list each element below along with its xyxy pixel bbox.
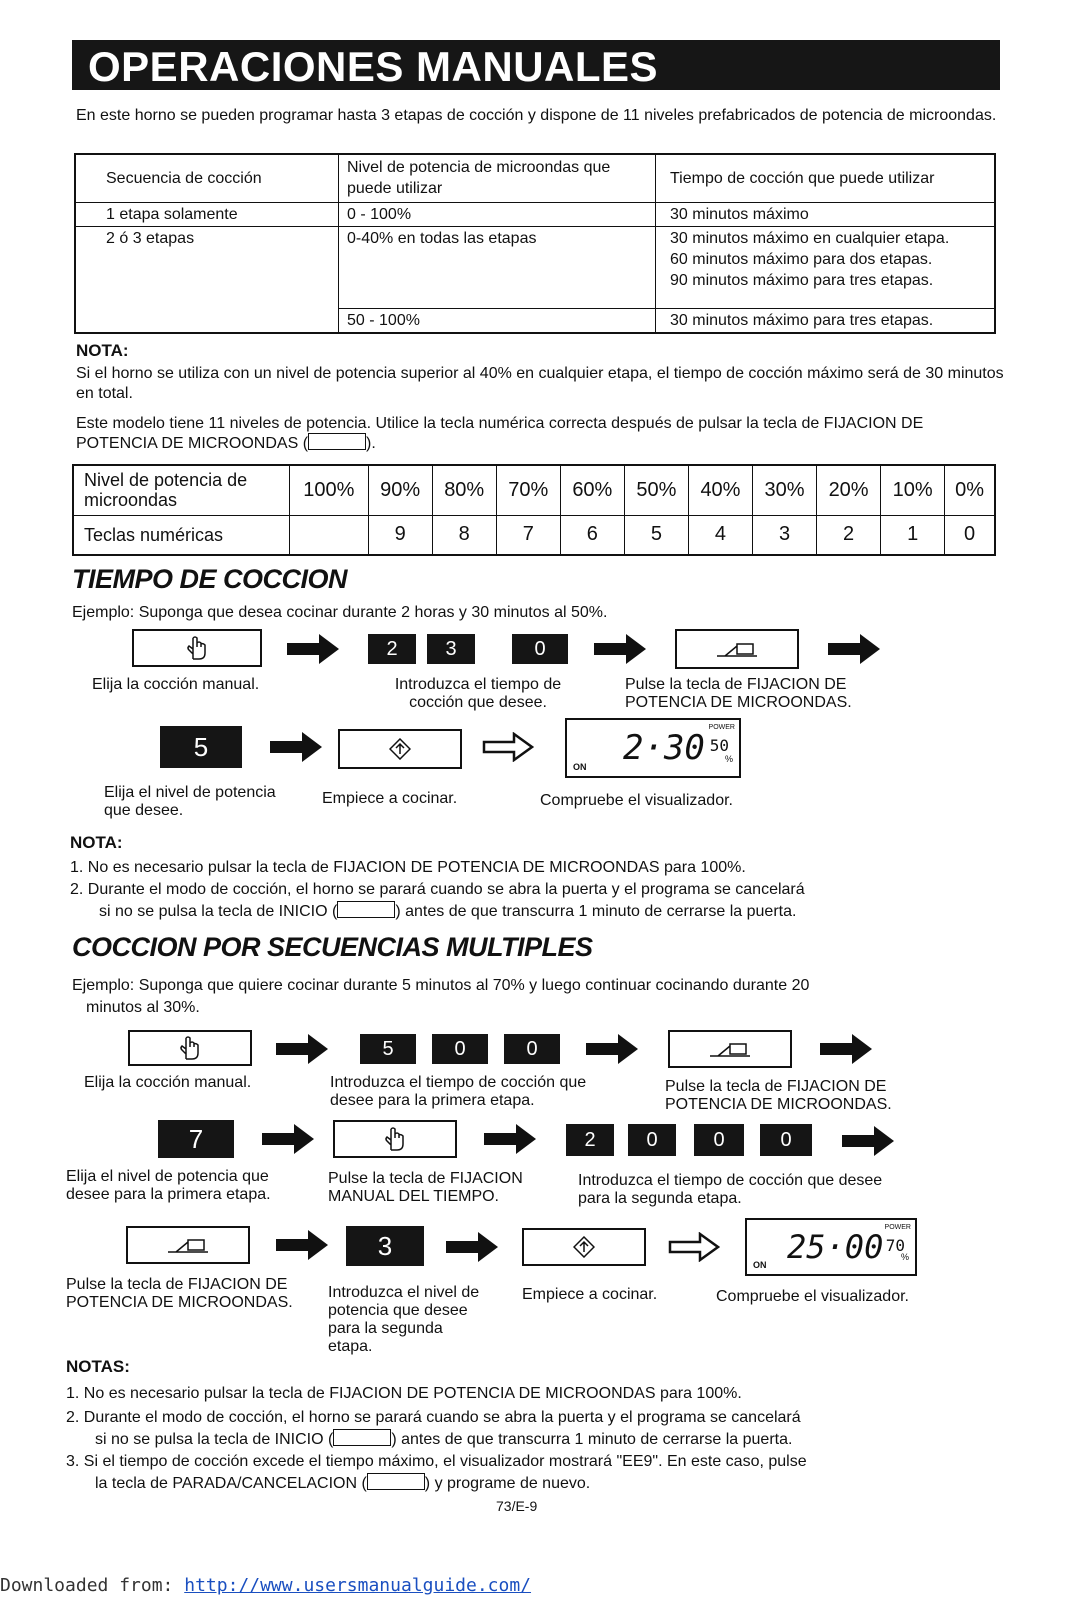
numeric-key-cell: 0 (945, 515, 995, 555)
display-percent: % (900, 1252, 909, 1262)
caption: Pulse la tecla de FIJACION DE POTENCIA DE MICROONDAS. (66, 1276, 293, 1311)
nota-text: la tecla de PARADA/CANCELACION ( (95, 1475, 367, 1492)
nota-text: ) antes de que transcurra 1 minuto de cerrarse la puerta. (391, 1431, 793, 1448)
digit-key[interactable]: 0 (512, 634, 568, 664)
power-level-label: Nivel de potencia de microondas (73, 465, 290, 515)
keys-label: Teclas numéricas (73, 515, 290, 555)
cooking-sequence-table (74, 153, 996, 334)
digit-key[interactable]: 2 (368, 634, 416, 664)
start-key[interactable] (338, 729, 462, 769)
table-header: Nivel de potencia de microondas que puede utilizar (339, 154, 656, 202)
section-title: TIEMPO DE COCCION (72, 564, 348, 594)
digit-key[interactable]: 2 (566, 1124, 614, 1156)
display-panel (565, 718, 741, 778)
nota-text: ) y programe de nuevo. (424, 1475, 591, 1492)
digit-key[interactable]: 0 (694, 1124, 744, 1156)
display-percent: % (724, 754, 733, 764)
example-text: minutos al 30%. (86, 999, 200, 1016)
power-level-cell: 0% (945, 465, 995, 515)
caption: Compruebe el visualizador. (716, 1288, 909, 1305)
hand-icon (383, 1126, 407, 1152)
table-cell: 30 minutos máximo en cualquier etapa. 60 minutos máximo para dos etapas. 90 minutos máximo para tres etapas. (656, 226, 996, 308)
numeric-key-cell: 4 (688, 515, 752, 555)
page-title: OPERACIONES MANUALES (88, 43, 659, 90)
display-time: 2·30 (623, 728, 705, 768)
table-cell: 2 ó 3 etapas (75, 226, 339, 333)
caption: Introduzca el tiempo de cocción que desee para la segunda etapa. (578, 1172, 883, 1207)
nota-text: ). (366, 435, 376, 452)
caption: Elija la cocción manual. (92, 676, 260, 693)
start-icon (573, 1236, 595, 1258)
caption: Empiece a cocinar. (322, 790, 458, 807)
power-level-cell: 20% (817, 465, 881, 515)
digit-key[interactable]: 0 (628, 1124, 676, 1156)
manual-cooking-key[interactable] (132, 629, 262, 667)
display-panel (745, 1218, 917, 1276)
nota-text: ) antes de que transcurra 1 minuto de cerrarse la puerta. (395, 903, 797, 920)
nota-heading: NOTA: (70, 833, 123, 852)
caption: Empiece a cocinar. (522, 1286, 658, 1303)
power-level-key[interactable] (668, 1030, 792, 1068)
power-key-icon (715, 640, 759, 658)
table-header: Tiempo de cocción que puede utilizar (656, 154, 996, 202)
arrow-right-icon (484, 1124, 536, 1154)
power-level-cell: 60% (560, 465, 624, 515)
caption: Compruebe el visualizador. (540, 792, 733, 809)
start-key-icon (333, 1429, 391, 1446)
arrow-right-icon (594, 634, 646, 664)
numeric-key-cell: 1 (881, 515, 945, 555)
caption: Pulse la tecla de FIJACION DE POTENCIA DE MICROONDAS. (625, 676, 852, 711)
power-level-cell: 80% (432, 465, 496, 515)
manual-cooking-key[interactable] (128, 1030, 252, 1066)
outline-arrow-icon (482, 732, 534, 762)
nota-item (95, 1430, 792, 1450)
nota-paragraph: Si el horno se utiliza con un nivel de potencia superior al 40% en cualquier etapa, el tiempo de cocción máximo será de 30 minutos en total. (76, 365, 1004, 402)
hand-icon (178, 1035, 202, 1061)
caption: Introduzca el tiempo de cocción que desee. (394, 676, 562, 711)
arrow-right-icon (820, 1034, 872, 1064)
power-level-cell: 70% (496, 465, 560, 515)
table-cell: 30 minutos máximo (656, 202, 996, 226)
nota-heading: NOTAS: (66, 1357, 130, 1376)
arrow-right-icon (446, 1232, 498, 1262)
power-level-cell: 10% (881, 465, 945, 515)
power-level-cell: 90% (368, 465, 432, 515)
arrow-right-icon (262, 1124, 314, 1154)
display-level: 70 (885, 1236, 905, 1255)
arrow-right-icon (842, 1126, 894, 1156)
caption: Pulse la tecla de FIJACION MANUAL DEL TIEMPO. (328, 1170, 523, 1205)
arrow-right-icon (828, 634, 880, 664)
caption: Introduzca el nivel de potencia que desee para la segunda etapa. (328, 1284, 480, 1355)
footer-text: Downloaded from: (0, 1575, 185, 1596)
nota-item: 2. Durante el modo de cocción, el horno se parará cuando se abra la puerta y el programa se cancelará (66, 1409, 801, 1426)
table-header: Secuencia de cocción (75, 154, 339, 202)
table-cell: 1 etapa solamente (75, 202, 339, 226)
table-cell: 0-40% en todas las etapas (339, 226, 656, 308)
display-time: 25·00 (787, 1228, 884, 1266)
start-key-icon (337, 901, 395, 918)
power-key-icon (166, 1236, 210, 1254)
digit-key[interactable]: 5 (360, 1034, 416, 1064)
numeric-key-cell: 9 (368, 515, 432, 555)
power-key-icon (308, 433, 366, 450)
section-title: COCCION POR SECUENCIAS MULTIPLES (72, 932, 593, 962)
power-level-key[interactable] (675, 629, 799, 669)
intro-text: En este horno se pueden programar hasta 3 etapas de cocción y dispone de 11 niveles prefabricados de potencia de microondas. (76, 107, 997, 124)
caption: Introduzca el tiempo de cocción que desee para la primera etapa. (330, 1074, 587, 1109)
power-level-key[interactable] (126, 1226, 250, 1264)
caption: Pulse la tecla de FIJACION DE POTENCIA DE MICROONDAS. (665, 1078, 892, 1113)
stop-key-icon (367, 1473, 425, 1490)
power-level-cell: 40% (688, 465, 752, 515)
power-level-cell: 30% (752, 465, 816, 515)
arrow-right-icon (276, 1034, 328, 1064)
display-on: ON (573, 762, 587, 772)
table-cell: 0 - 100% (339, 202, 656, 226)
caption: Elija el nivel de potencia que desee. (104, 784, 276, 819)
nota-paragraph (76, 414, 1006, 454)
arrow-right-icon (586, 1034, 638, 1064)
manual-time-key[interactable] (333, 1120, 457, 1158)
hand-icon (185, 635, 209, 661)
nota-text: si no se pulsa la tecla de INICIO ( (99, 903, 338, 920)
footer-link[interactable]: http://www.usersmanualguide.com/ (184, 1575, 532, 1596)
nota-item (99, 902, 796, 922)
numeric-key-cell (290, 515, 369, 555)
numeric-key-cell: 6 (560, 515, 624, 555)
numeric-key-cell: 5 (624, 515, 688, 555)
digit-key[interactable]: 0 (432, 1034, 488, 1064)
level-key[interactable]: 3 (346, 1226, 424, 1266)
example-text: Ejemplo: Suponga que quiere cocinar durante 5 minutos al 70% y luego continuar cocinando durante 20 (72, 977, 810, 994)
arrow-right-icon (270, 732, 322, 762)
display-on: ON (753, 1260, 767, 1270)
outline-arrow-icon (668, 1232, 720, 1262)
nota-heading: NOTA: (76, 341, 129, 360)
power-key-icon (708, 1040, 752, 1058)
nota-item: 1. No es necesario pulsar la tecla de FIJACION DE POTENCIA DE MICROONDAS para 100%. (70, 859, 746, 876)
digit-key[interactable]: 0 (504, 1034, 560, 1064)
display-power-label: POWER (884, 1224, 911, 1231)
power-level-cell: 100% (290, 465, 369, 515)
nota-item: 1. No es necesario pulsar la tecla de FIJACION DE POTENCIA DE MICROONDAS para 100%. (66, 1385, 742, 1402)
table-cell: 30 minutos máximo para tres etapas. (656, 308, 996, 333)
numeric-key-cell: 3 (752, 515, 816, 555)
level-key[interactable]: 7 (158, 1120, 234, 1158)
footer (0, 1575, 531, 1596)
nota-text: si no se pulsa la tecla de INICIO ( (95, 1431, 334, 1448)
caption: Elija la cocción manual. (84, 1074, 252, 1091)
digit-key[interactable]: 3 (427, 634, 475, 664)
table-cell: 50 - 100% (339, 308, 656, 333)
example-text: Ejemplo: Suponga que desea cocinar durante 2 horas y 30 minutos al 50%. (72, 604, 608, 621)
nota-text: Este modelo tiene 11 niveles de potencia. Utilice la tecla numérica correcta después de pulsar la tecla de FIJACION DE POTENCIA DE MICROONDAS ( (76, 415, 924, 452)
power-level-table (72, 464, 996, 556)
nota-item: 2. Durante el modo de cocción, el horno se parará cuando se abra la puerta y el programa se cancelará (70, 881, 805, 898)
start-key[interactable] (522, 1228, 646, 1266)
numeric-key-cell: 8 (432, 515, 496, 555)
display-power-label: POWER (708, 724, 735, 731)
start-icon (389, 738, 411, 760)
nota-item (95, 1474, 590, 1494)
page-number: 73/E-9 (496, 1498, 538, 1514)
power-level-cell: 50% (624, 465, 688, 515)
arrow-right-icon (276, 1230, 328, 1260)
nota-item: 3. Si el tiempo de cocción excede el tiempo máximo, el visualizador mostrará "EE9". En este caso, pulse (66, 1453, 807, 1470)
numeric-key-cell: 7 (496, 515, 560, 555)
numeric-key-cell: 2 (817, 515, 881, 555)
digit-key[interactable]: 0 (760, 1124, 812, 1156)
display-level: 50 (709, 736, 729, 755)
arrow-right-icon (287, 634, 339, 664)
caption: Elija el nivel de potencia que desee para la primera etapa. (66, 1168, 271, 1203)
level-key[interactable]: 5 (160, 726, 242, 768)
